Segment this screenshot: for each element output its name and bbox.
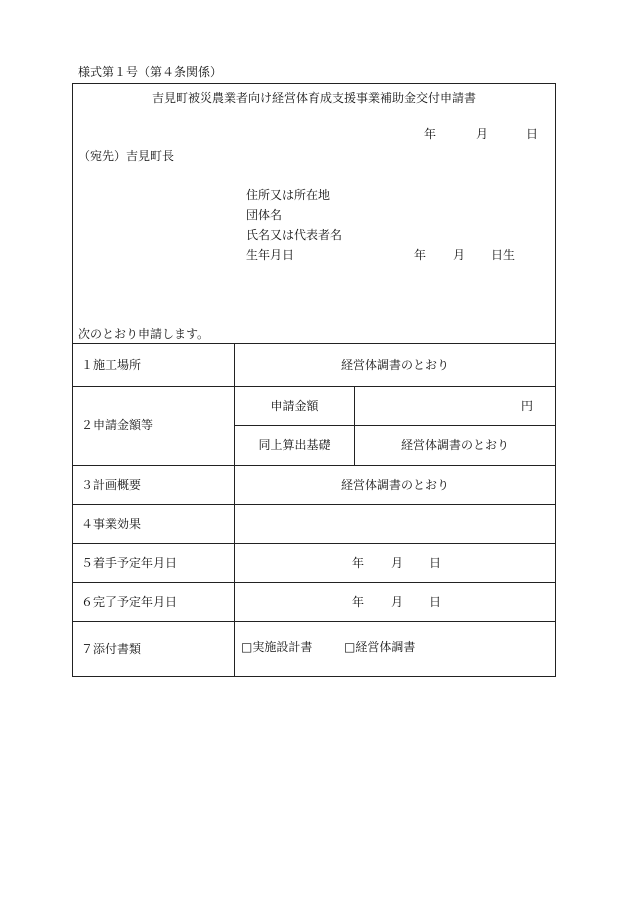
row-label-construction-site: １施工場所 xyxy=(81,358,142,372)
birth-month: 月 xyxy=(453,248,466,262)
row-label-plan-overview: ３計画概要 xyxy=(81,478,142,492)
divider xyxy=(73,543,555,544)
form-number: 様式第１号（第４条関係） xyxy=(78,65,223,79)
birth-year: 年 xyxy=(414,248,427,262)
divider xyxy=(234,425,555,426)
basis-label: 同上算出基礎 xyxy=(258,438,331,452)
divider xyxy=(73,386,555,387)
birth-day: 日生 xyxy=(491,248,516,262)
attachment-checkbox-design[interactable]: □実施設計書 xyxy=(241,640,313,654)
completion-month: 月 xyxy=(391,595,404,609)
representative-name-label: 氏名又は代表者名 xyxy=(246,228,343,242)
attachment-checkbox-survey[interactable]: □経営体調書 xyxy=(344,640,416,654)
address-label: 住所又は所在地 xyxy=(246,188,331,202)
birthdate-label: 生年月日 xyxy=(246,248,295,262)
row-label-completion-date: ６完了予定年月日 xyxy=(81,595,178,609)
row-label-application-amount: ２申請金額等 xyxy=(81,418,154,432)
plan-overview-value: 経営体調書のとおり xyxy=(340,478,449,492)
divider xyxy=(73,582,555,583)
row-label-project-effect: ４事業効果 xyxy=(81,517,142,531)
divider xyxy=(73,343,555,344)
construction-site-value: 経営体調書のとおり xyxy=(340,358,449,372)
application-form xyxy=(72,83,556,677)
completion-year: 年 xyxy=(352,595,365,609)
amount-unit: 円 xyxy=(521,399,534,413)
date-year: 年 xyxy=(424,127,437,141)
addressee: （宛先）吉見町長 xyxy=(78,149,175,163)
group-name-label: 団体名 xyxy=(246,208,283,222)
start-year: 年 xyxy=(352,556,365,570)
form-title: 吉見町被災農業者向け経営体育成支援事業補助金交付申請書 xyxy=(151,91,476,105)
completion-day: 日 xyxy=(429,595,442,609)
divider xyxy=(234,343,235,677)
intro-text: 次のとおり申請します。 xyxy=(78,327,210,341)
divider xyxy=(73,621,555,622)
start-day: 日 xyxy=(429,556,442,570)
row-label-start-date: ５着手予定年月日 xyxy=(81,556,178,570)
basis-value: 経営体調書のとおり xyxy=(400,438,509,452)
start-month: 月 xyxy=(391,556,404,570)
row-label-attachments: ７添付書類 xyxy=(81,642,142,656)
amount-label: 申請金額 xyxy=(270,399,319,413)
date-month: 月 xyxy=(476,127,489,141)
divider xyxy=(73,465,555,466)
divider xyxy=(354,386,355,465)
divider xyxy=(73,504,555,505)
date-day: 日 xyxy=(526,127,539,141)
